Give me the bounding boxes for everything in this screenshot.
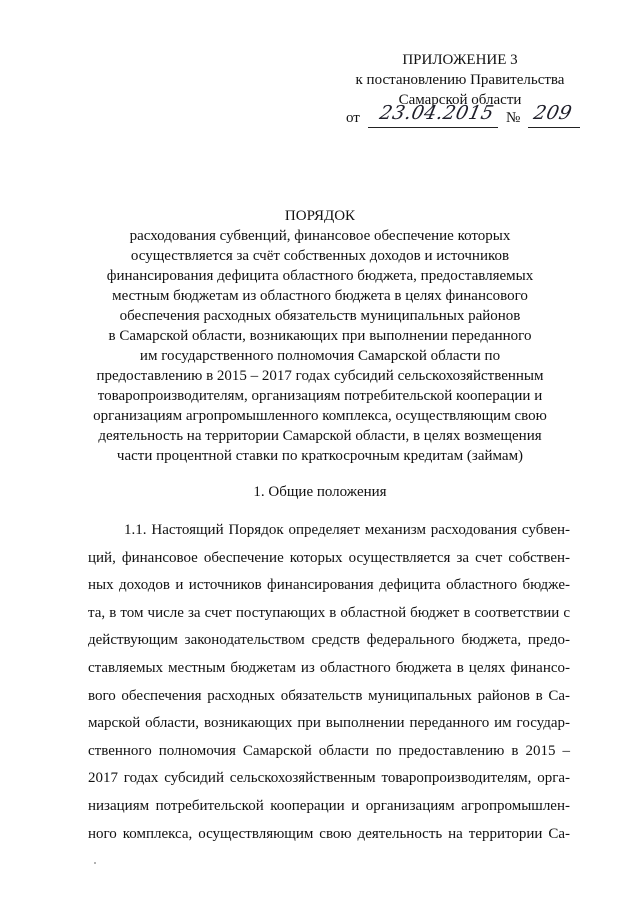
paragraph-line: 2017 годах субсидий сельскохозяйственным товаропроизводителям, орга- — [88, 770, 570, 787]
paragraph-1-1 — [88, 517, 570, 848]
paragraph-line: ций, финансовое обеспечение которых осуществляется за счет собствен- — [88, 549, 570, 566]
subtitle-line: финансирования дефицита областного бюджета, предоставляемых — [106, 268, 534, 284]
subtitle-line: части процентной ставки по краткосрочным кредитам (займам) — [116, 448, 524, 464]
paragraph-line: та, в том числе за счет поступающих в областной бюджет в соответствии с — [88, 604, 570, 621]
subtitle-line: в Самарской области, возникающих при выполнении переданного — [108, 328, 532, 344]
scan-speck — [94, 862, 96, 864]
subtitle-line: обеспечения расходных обязательств муниципальных районов — [119, 308, 521, 324]
paragraph-line: ственного полномочия Самарской области по предоставлению в 2015 – — [88, 742, 570, 759]
appendix-region-line: Самарской области — [398, 92, 522, 108]
section-heading: 1. Общие положения — [253, 484, 387, 500]
number-label: № — [506, 110, 521, 126]
subtitle-line: деятельность на территории Самарской области, в целях возмещения — [98, 428, 542, 444]
handwritten-date: 23.04.2015 — [377, 102, 497, 124]
paragraph-line: марской области, возникающих при выполнении переданного им государ- — [88, 715, 570, 732]
paragraph-line: низациям потребительской кооперации и организациям агропромышлен- — [88, 797, 570, 814]
paragraph-line: ставляемых местным бюджетам из областного бюджета в целях финансо- — [88, 659, 570, 676]
appendix-resolution-line: к постановлению Правительства — [355, 72, 565, 88]
paragraph-line: действующим законодательством средств федерального бюджета, предо- — [88, 632, 570, 649]
from-label: от — [346, 110, 360, 126]
number-underline — [528, 127, 580, 128]
appendix-heading: ПРИЛОЖЕНИЕ 3 — [402, 52, 518, 68]
paragraph-line: 1.1. Настоящий Порядок определяет механизм расходования субвен- — [124, 522, 570, 538]
appendix-header — [330, 50, 590, 110]
subtitle-line: осуществляется за счёт собственных доходов и источников — [130, 248, 510, 264]
paragraph-line: вого обеспечения расходных обязательств муниципальных районов в Са- — [88, 687, 570, 704]
subtitle-line: организациям агропромышленного комплекса, осуществляющим свою — [93, 408, 547, 424]
subtitle-line: товаропроизводителям, организациям потребительской кооперации и — [97, 388, 543, 404]
document-title: ПОРЯДОК — [284, 208, 356, 224]
subtitle-line: расходования субвенций, финансовое обеспечение которых — [129, 228, 511, 244]
subtitle-line: предоставлению в 2015 – 2017 годах субсидий сельскохозяйственным — [96, 368, 544, 384]
document-title-block — [60, 206, 580, 466]
resolution-date-number — [346, 102, 596, 130]
paragraph-line: ных доходов и источников финансирования дефицита областного бюдже- — [88, 577, 570, 594]
subtitle-line: местным бюджетам из областного бюджета в целях финансового — [112, 288, 528, 304]
paragraph-line: ного комплекса, осуществляющим свою деятельность на территории Са- — [88, 825, 570, 842]
date-underline — [368, 127, 498, 128]
subtitle-line: им государственного полномочия Самарской области по — [139, 348, 501, 364]
handwritten-number: 209 — [531, 102, 575, 124]
